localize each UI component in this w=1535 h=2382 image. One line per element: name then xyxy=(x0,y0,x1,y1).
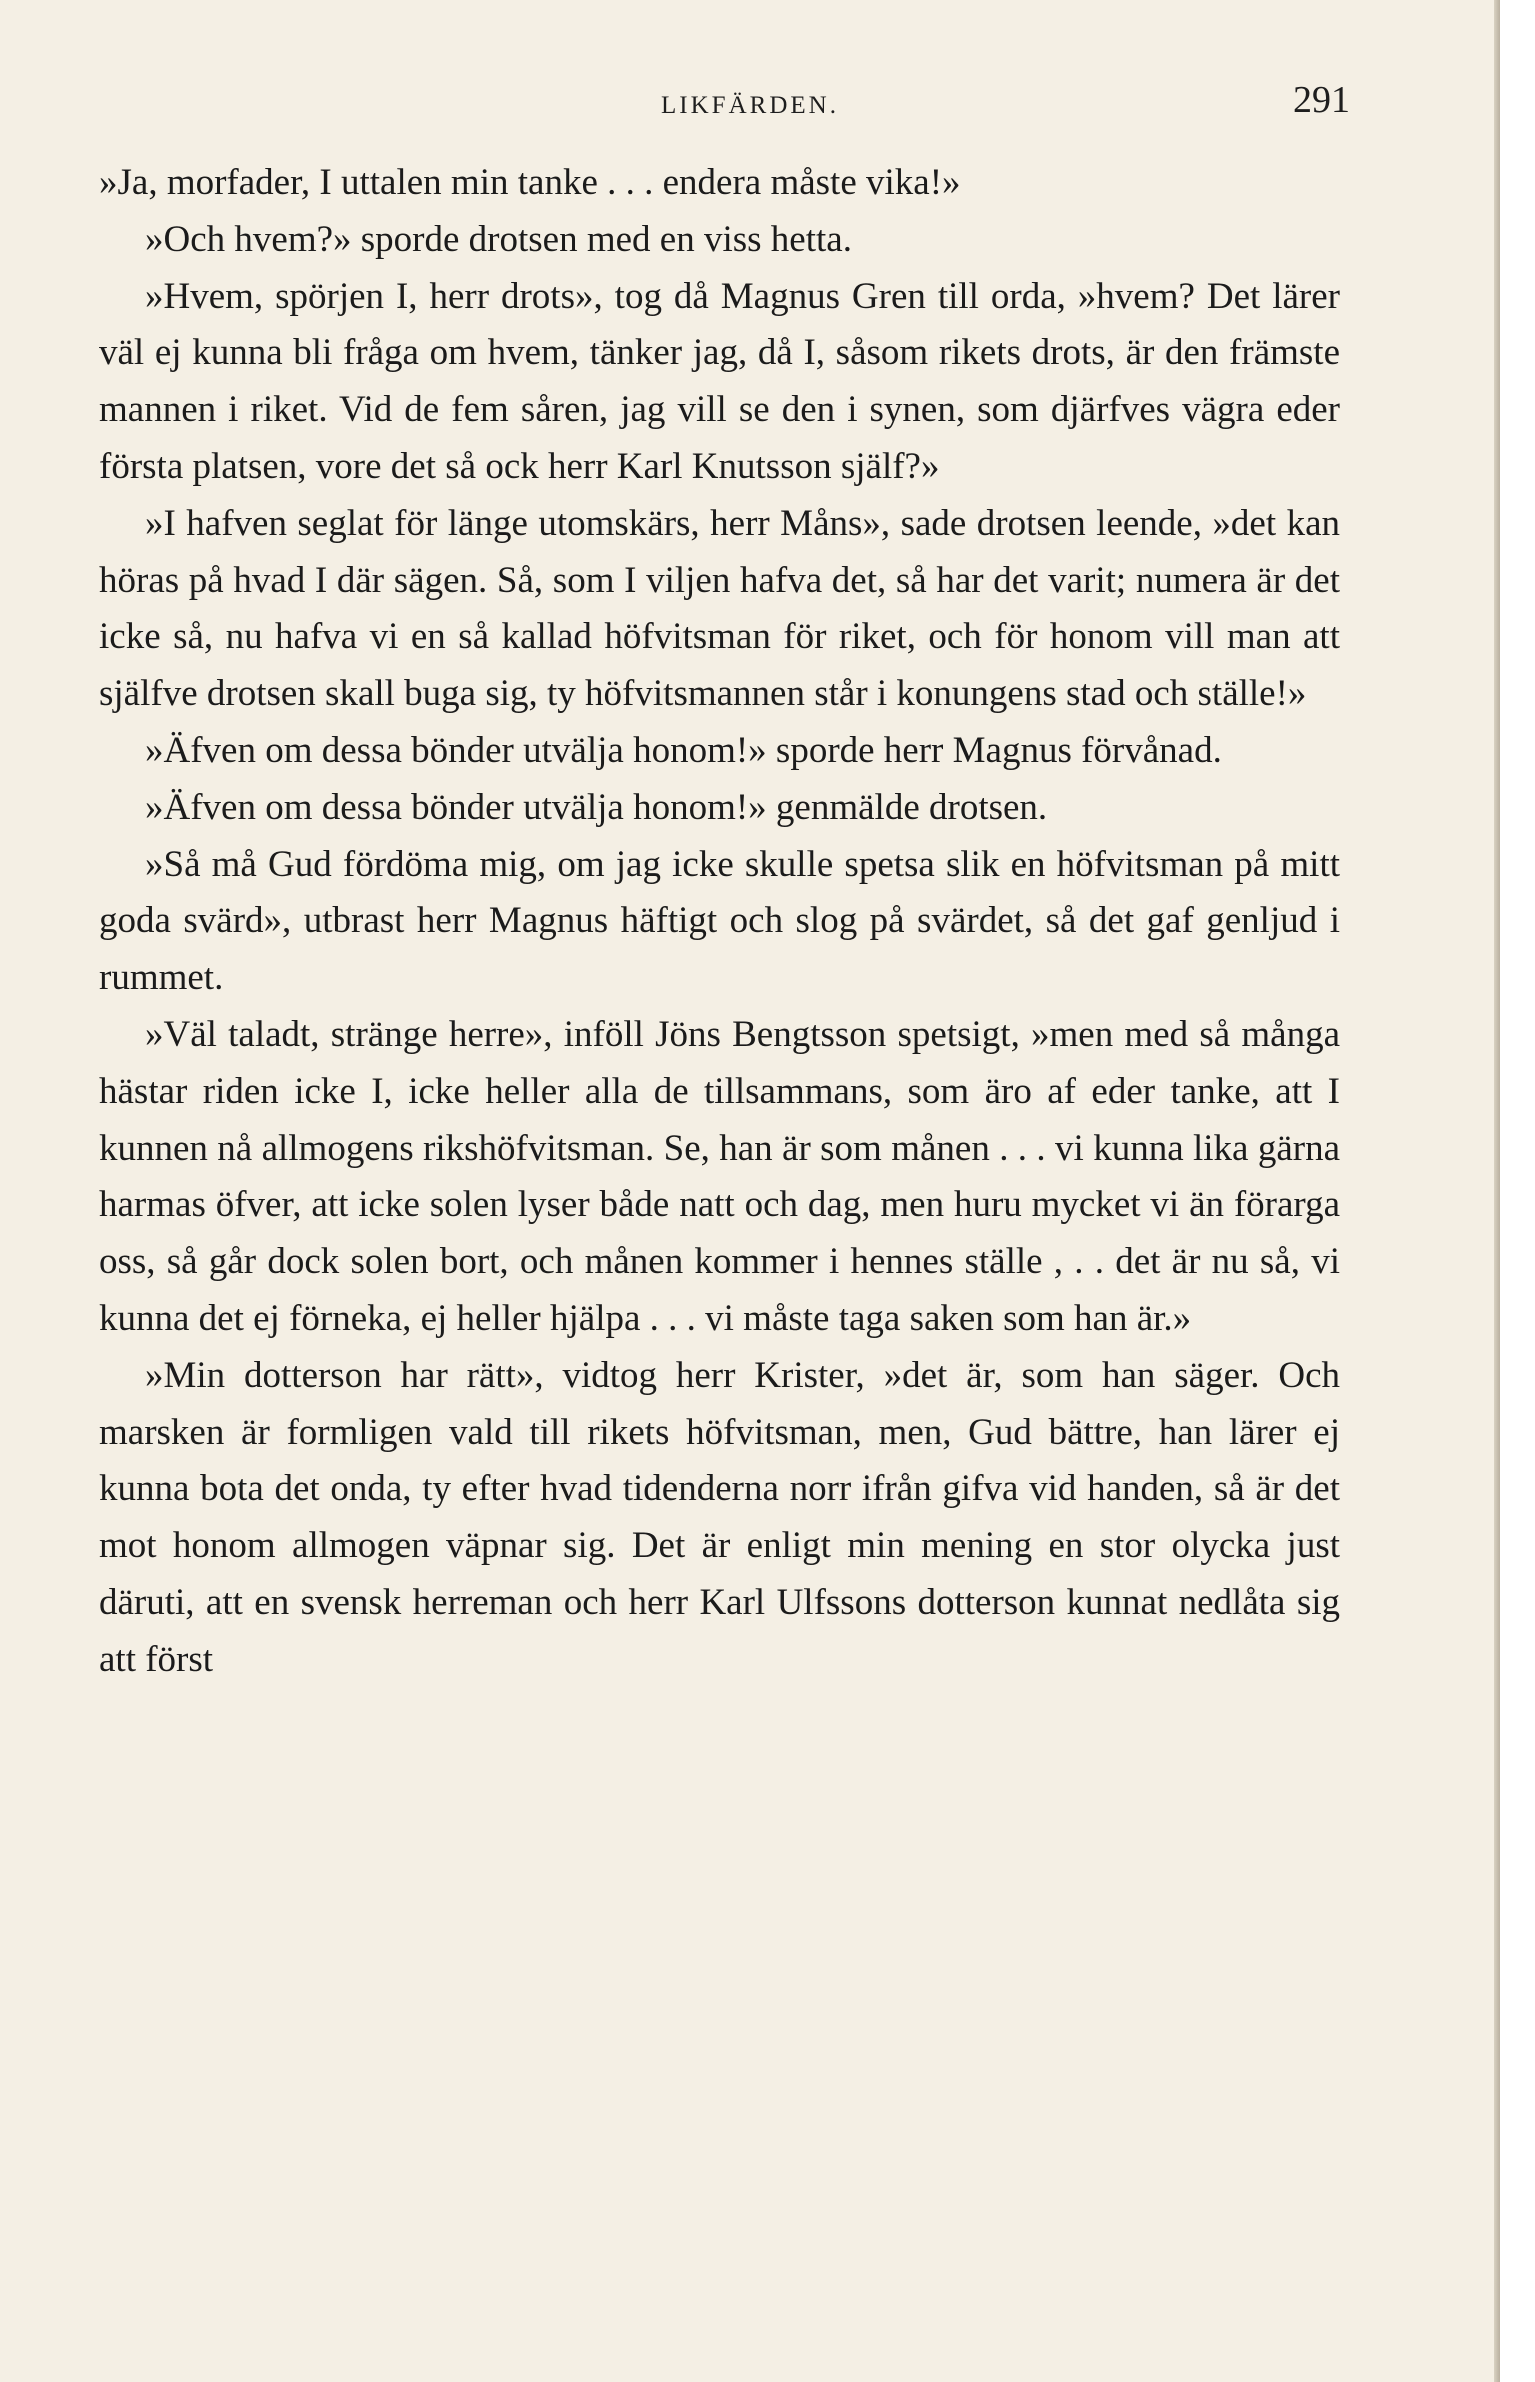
paragraph: »Väl taladt, stränge herre», inföll Jöns Bengtsson spetsigt, »men med så många hästar riden icke I, icke heller alla de tillsammans, som äro af eder tanke, att I kunnen nå allmogens rikshöfvitsman. Se, han är som månen . . . vi kunna lika gärna harmas öfver, att icke solen lyser både natt och dag, men huru mycket vi än förarga oss, så går dock solen bort, och månen kommer i hennes ställe , . . det är nu så, vi kunna det ej förneka, ej heller hjälpa . . . vi måste taga saken som han är.» xyxy=(99,1013,1340,1339)
paragraph: »Hvem, spörjen I, herr drots», tog då Magnus Gren till orda, »hvem? Det lärer väl ej kunna bli fråga om hvem, tänker jag, då I, såsom rikets drots, är den främste mannen i riket. Vid de fem såren, jag vill se den i synen, som djärfves vägra eder första platsen, vore det så ock herr Karl Knutsson själf?» xyxy=(99,275,1340,487)
paragraph: »Äfven om dessa bönder utvälja honom!» sporde herr Magnus förvånad. xyxy=(145,729,1222,771)
body-text xyxy=(99,155,1340,1689)
page-header xyxy=(0,78,1500,128)
paragraph: »Ja, morfader, I uttalen min tanke . . . endera måste vika!» xyxy=(99,162,961,203)
paragraph: »Och hvem?» sporde drotsen med en viss hetta. xyxy=(145,218,852,260)
paragraph: »Så må Gud fördöma mig, om jag icke skulle spetsa slik en höfvitsman på mitt goda svärd», utbrast herr Magnus häftigt och slog på svärdet, så det gaf genljud i rummet. xyxy=(99,843,1340,999)
paragraph: »I hafven seglat för länge utomskärs, herr Måns», sade drotsen leende, »det kan höras på hvad I där sägen. Så, som I viljen hafva det, så har det varit; numera är det icke så, nu hafva vi en så kallad höfvitsman för riket, och för honom vill man att själfve drotsen skall buga sig, ty höfvitsmannen står i konungens stad och ställe!» xyxy=(99,502,1340,715)
page-number: 291 xyxy=(1293,79,1350,121)
paragraph: »Äfven om dessa bönder utvälja honom!» genmälde drotsen. xyxy=(145,786,1048,828)
running-title: LIKFÄRDEN. xyxy=(661,92,839,119)
paragraph: »Min dotterson har rätt», vidtog herr Krister, »det är, som han säger. Och marsken är formligen vald till rikets höfvitsman, men, Gud bättre, han lärer ej kunna bota det onda, ty efter hvad tidenderna norr ifrån gifva vid handen, så är det mot honom allmogen väpnar sig. Det är enligt min mening en stor olycka just däruti, att en svensk herreman och herr Karl Ulfssons dotterson kunnat nedlåta sig att först xyxy=(99,1354,1340,1680)
